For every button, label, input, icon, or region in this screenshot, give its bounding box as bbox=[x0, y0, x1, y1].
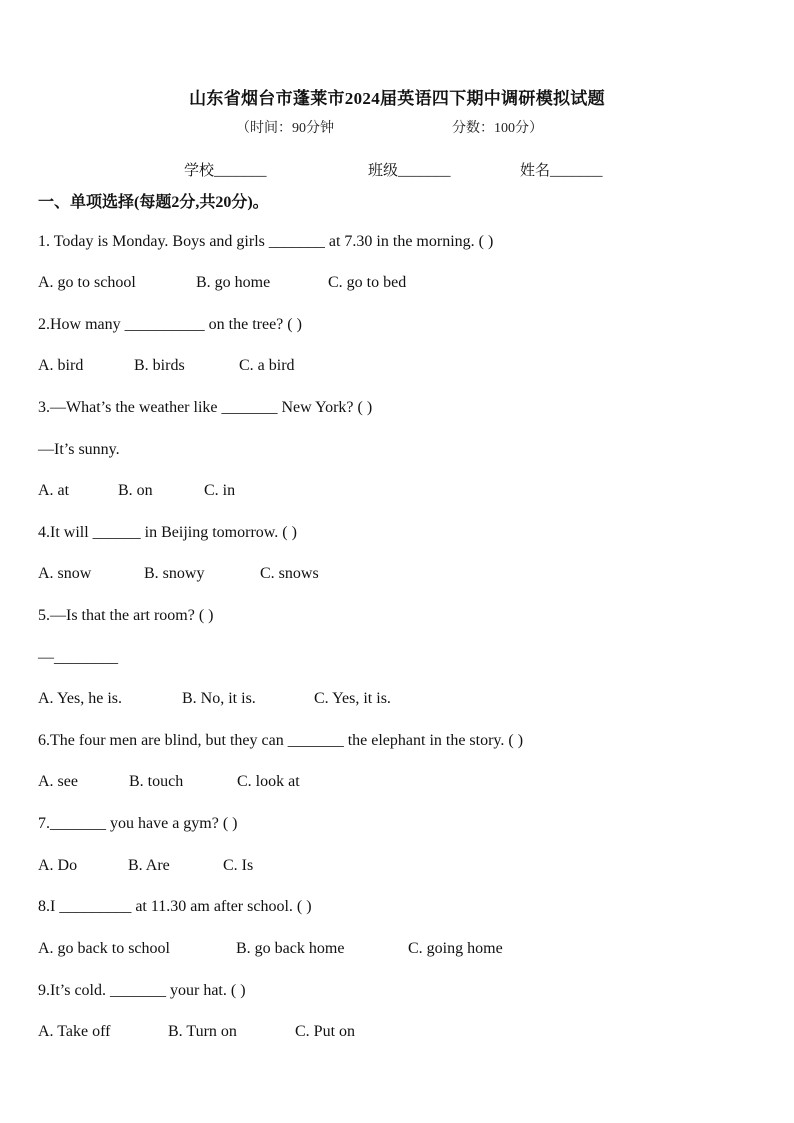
name-field: 姓名_______ bbox=[520, 163, 603, 179]
option-b: B. snowy bbox=[144, 565, 205, 582]
question-8-stem: 8.I _________ at 11.30 am after school. ( ) bbox=[38, 898, 312, 915]
class-field: 班级_______ bbox=[368, 163, 451, 179]
question-4-options bbox=[38, 565, 319, 583]
option-a: A. at bbox=[38, 482, 70, 499]
question-1-stem: 1. Today is Monday. Boys and girls _______ at 7.30 in the morning. ( ) bbox=[38, 233, 494, 250]
option-b: B. touch bbox=[129, 773, 184, 790]
option-b: B. birds bbox=[134, 357, 185, 374]
question-3-stem: 3.—What’s the weather like _______ New York? ( ) bbox=[38, 399, 373, 416]
option-a: A. snow bbox=[38, 565, 92, 582]
option-c: C. Yes, it is. bbox=[314, 690, 391, 707]
option-a: A. go to school bbox=[38, 274, 136, 291]
option-c: C. going home bbox=[408, 940, 503, 957]
question-3-options bbox=[38, 482, 235, 500]
option-c: C. Is bbox=[223, 857, 254, 874]
option-a: A. Yes, he is. bbox=[38, 690, 123, 707]
question-5-reply: —________ bbox=[38, 649, 118, 666]
option-a: A. bird bbox=[38, 357, 84, 374]
option-a: A. see bbox=[38, 773, 78, 790]
option-b: B. on bbox=[118, 482, 153, 499]
exam-title: 山东省烟台市蓬莱市2024届英语四下期中调研模拟试题 bbox=[189, 89, 605, 108]
question-1-options bbox=[38, 274, 406, 292]
question-2-options bbox=[38, 357, 295, 375]
question-4-stem: 4.It will ______ in Beijing tomorrow. ( ) bbox=[38, 524, 297, 541]
option-a: A. go back to school bbox=[38, 940, 170, 957]
option-b: B. Turn on bbox=[168, 1023, 237, 1040]
section-heading: 一、单项选择(每题2分,共20分)。 bbox=[38, 194, 269, 211]
question-5-stem: 5.—Is that the art room? ( ) bbox=[38, 607, 214, 624]
exam-time: （时间：90分钟 bbox=[236, 121, 334, 136]
option-c: C. look at bbox=[237, 773, 300, 790]
question-8-options bbox=[38, 940, 503, 958]
option-c: C. a bird bbox=[239, 357, 295, 374]
question-2-stem: 2.How many __________ on the tree? ( ) bbox=[38, 316, 302, 333]
question-5-options bbox=[38, 690, 391, 708]
school-field: 学校_______ bbox=[184, 163, 267, 179]
option-c: C. snows bbox=[260, 565, 319, 582]
option-a: A. Do bbox=[38, 857, 78, 874]
question-9-stem: 9.It’s cold. _______ your hat. ( ) bbox=[38, 982, 246, 999]
option-c: C. Put on bbox=[295, 1023, 356, 1040]
question-6-options bbox=[38, 773, 300, 791]
option-b: B. go back home bbox=[236, 940, 345, 957]
exam-score: 分数：100分） bbox=[452, 121, 543, 136]
question-3-reply: —It’s sunny. bbox=[38, 441, 120, 458]
option-b: B. go home bbox=[196, 274, 271, 291]
question-6-stem: 6.The four men are blind, but they can _______ the elephant in the story. ( ) bbox=[38, 732, 524, 749]
question-9-options bbox=[38, 1023, 355, 1041]
option-c: C. in bbox=[204, 482, 236, 499]
question-7-stem: 7._______ you have a gym? ( ) bbox=[38, 815, 238, 832]
option-b: B. Are bbox=[128, 857, 170, 874]
option-a: A. Take off bbox=[38, 1023, 111, 1040]
question-7-options bbox=[38, 857, 253, 875]
option-b: B. No, it is. bbox=[182, 690, 256, 707]
option-c: C. go to bed bbox=[328, 274, 407, 291]
